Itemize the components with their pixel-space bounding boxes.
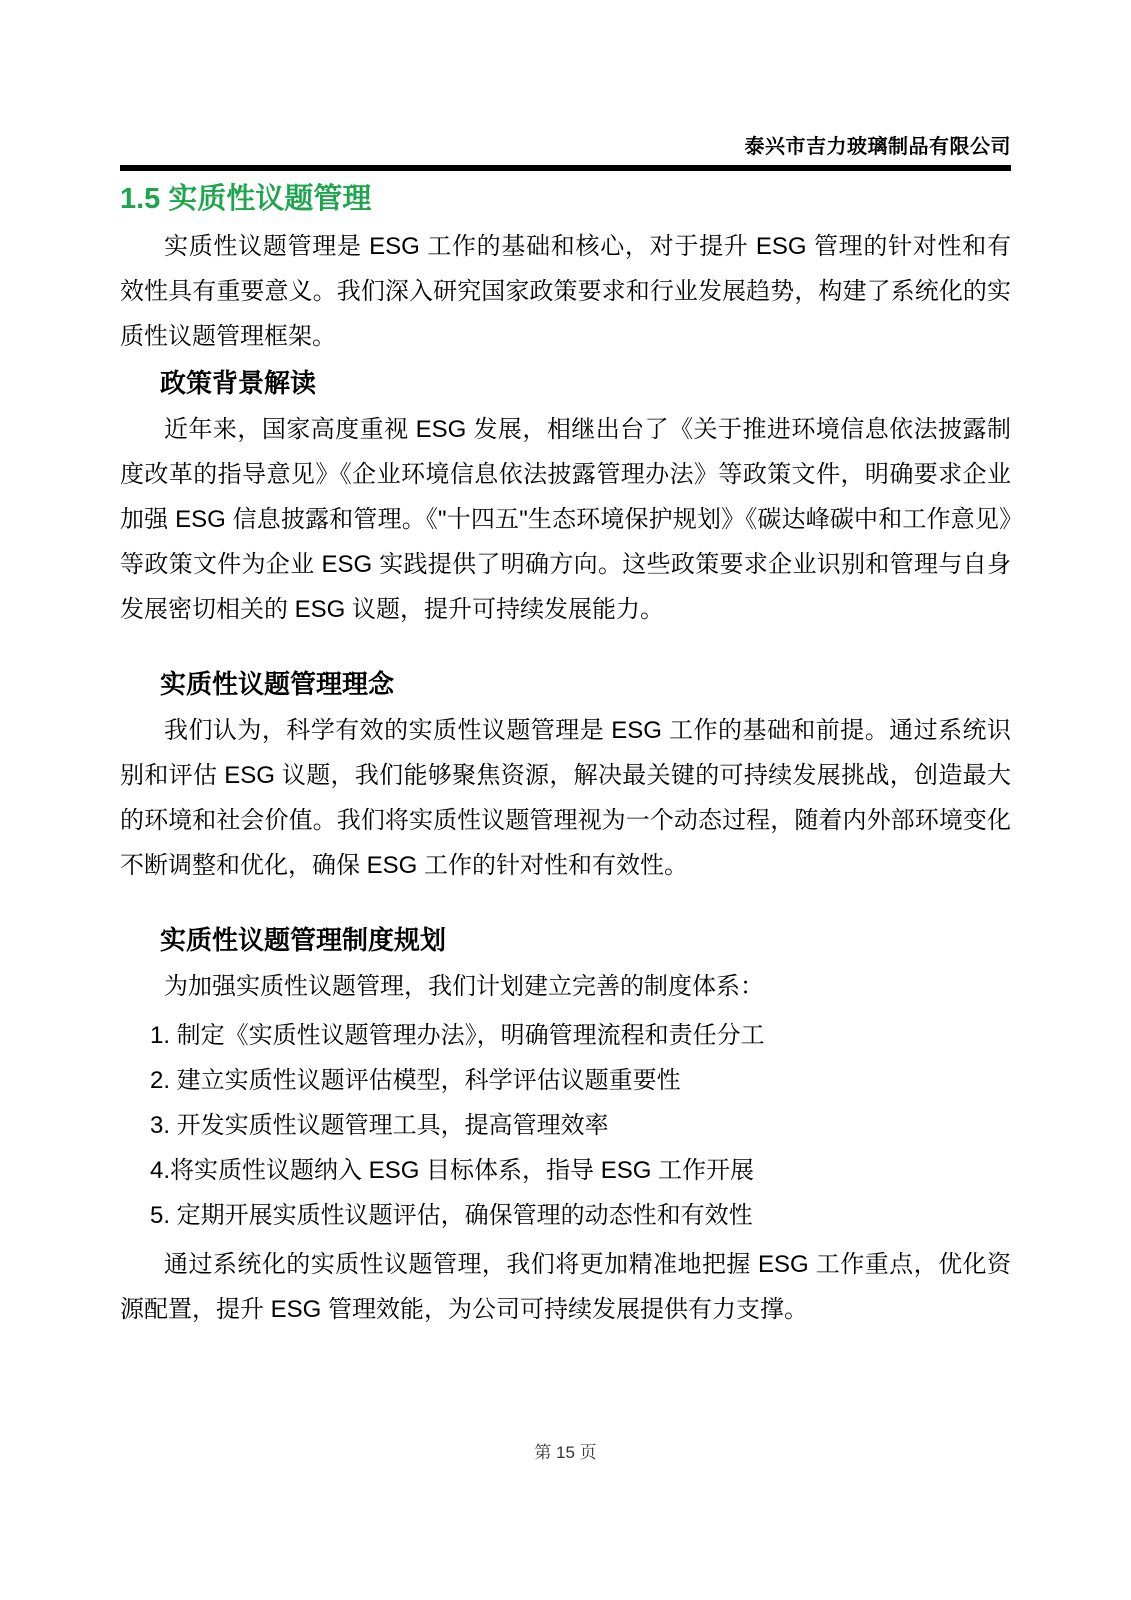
policy-background-paragraph: 近年来，国家高度重视 ESG 发展，相继出台了《关于推进环境信息依法披露制度改革的指导意见》《企业环境信息依法披露管理办法》等政策文件，明确要求企业加强 ESG 信息披露和管理。《"十四五"生态环境保护规划》《碳达峰碳中和工作意见》等政策文件为企业 ESG 实践提供了明确方向。这些政策要求企业识别和管理与自身发展密切相关的 ESG 议题，提升可持续发展能力。 [120, 416, 1011, 623]
plan-item-5: 5. 定期开展实质性议题评估，确保管理的动态性和有效性 [150, 1202, 753, 1229]
intro-paragraph: 实质性议题管理是 ESG 工作的基础和核心，对于提升 ESG 管理的针对性和有效性具有重要意义。我们深入研究国家政策要求和行业发展趋势，构建了系统化的实质性议题管理框架。 [120, 233, 1011, 350]
page-footer [0, 1438, 1131, 1463]
section-title: 1.5 实质性议题管理 [120, 183, 372, 215]
management-philosophy-paragraph: 我们认为，科学有效的实质性议题管理是 ESG 工作的基础和前提。通过系统识别和评估 ESG 议题，我们能够聚焦资源，解决最关键的可持续发展挑战，创造最大的环境和社会价值。我们将实质性议题管理视为一个动态过程，随着内外部环境变化不断调整和优化，确保 ESG 工作的针对性和有效性。 [120, 717, 1011, 879]
plan-list [120, 1013, 1011, 1238]
page-header [120, 134, 1011, 171]
subheading-policy-background: 政策背景解读 [160, 368, 317, 398]
subheading-management-philosophy: 实质性议题管理理念 [160, 669, 395, 699]
plan-item-2: 2. 建立实质性议题评估模型，科学评估议题重要性 [150, 1067, 681, 1094]
subheading-system-planning: 实质性议题管理制度规划 [160, 925, 447, 955]
page-number: 第 15 页 [534, 1443, 597, 1462]
company-name: 泰兴市吉力玻璃制品有限公司 [744, 136, 1011, 158]
system-planning-lead: 为加强实质性议题管理，我们计划建立完善的制度体系： [164, 973, 764, 1000]
plan-item-3: 3. 开发实质性议题管理工具，提高管理效率 [150, 1112, 609, 1139]
plan-item-4: 4.将实质性议题纳入 ESG 目标体系，指导 ESG 工作开展 [150, 1157, 755, 1184]
plan-item-1: 1. 制定《实质性议题管理办法》，明确管理流程和责任分工 [150, 1022, 765, 1049]
closing-paragraph: 通过系统化的实质性议题管理，我们将更加精准地把握 ESG 工作重点，优化资源配置，提升 ESG 管理效能，为公司可持续发展提供有力支撑。 [120, 1251, 1011, 1323]
